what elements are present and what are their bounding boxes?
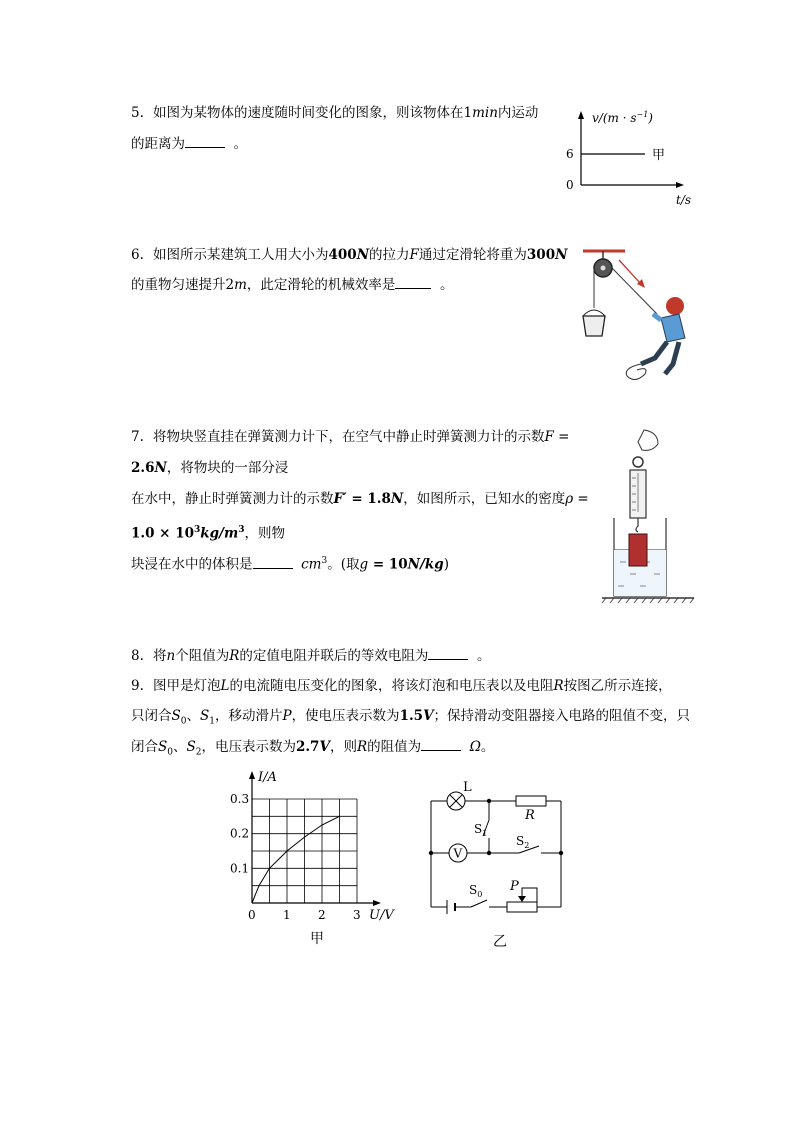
q8-answer-blank[interactable] <box>428 647 468 660</box>
circuit-label-p: P <box>510 879 519 894</box>
q9-iu-graph <box>222 760 402 950</box>
q9-graph-caption: 甲 <box>310 931 324 947</box>
q9-iu-curve <box>252 816 340 903</box>
q9-graph-grid <box>252 799 357 903</box>
q9-graph-xlabel: U/V <box>369 908 394 923</box>
q6-answer-blank[interactable] <box>395 276 431 289</box>
q7-line-3: 在水中，静止时弹簧测力计的示数F′ = 1.8N，如图所示，已知水的密度ρ = <box>131 491 589 507</box>
y-tick-label: 0.2 <box>230 826 250 841</box>
q5-graph-origin: 0 <box>566 178 574 192</box>
q5-graph-ytick: 6 <box>566 147 574 161</box>
q5-line-2: 的距离为 。 <box>131 136 248 152</box>
q7-line-5: 块浸在水中的体积是 $cm^3$。(取g = 10N/kg) <box>131 556 449 573</box>
q7-answer-blank[interactable] <box>253 556 293 569</box>
x-tick-label: 3 <box>353 908 361 922</box>
y-axis-arrow <box>249 771 255 779</box>
q6-pulley-worker-illustration <box>575 246 695 386</box>
q5-velocity-graph <box>560 108 690 208</box>
q9-line-3: 闭合$S_0$、$S_2$，电压表示数为2.7V，则R的阻值为 Ω。 <box>131 739 495 758</box>
circuit-label-s0: $S_0$ <box>469 883 483 899</box>
q6-line-1: 6. 如图所示某建筑工人用大小为400N的拉力F通过定滑轮将重为300N <box>131 247 568 263</box>
q7-line-4: $1.0 \times 10^3kg/m^3$，则物 <box>131 525 286 542</box>
q5-answer-blank[interactable] <box>185 135 225 148</box>
q9-line-1: 9. 图甲是灯泡L的电流随电压变化的图象，将该灯泡和电压表以及电阻R按图乙所示连接， <box>131 678 672 694</box>
y-tick-label: 0.3 <box>230 792 250 806</box>
q5-graph-line-label: 甲 <box>652 148 666 163</box>
x-tick-label: 0 <box>248 908 256 922</box>
circuit-label-s1: $S_1$ <box>474 822 488 838</box>
resistor-r <box>516 796 546 806</box>
y-tick-label: 0.1 <box>230 861 250 876</box>
worker-icon <box>666 297 684 315</box>
x-tick-label: 2 <box>318 908 326 922</box>
switch-s0[interactable] <box>471 900 487 907</box>
q8-line: 8. 将n个阻值为R的定值电阻并联后的等效电阻为 。 <box>131 648 491 664</box>
battery-icon <box>447 900 455 914</box>
hand-icon <box>638 430 658 450</box>
circuit-label-s2: $S_2$ <box>516 834 530 850</box>
q9-answer-blank[interactable] <box>421 738 461 751</box>
q6-line-2: 的重物匀速提升2m，此定滑轮的机械效率是 。 <box>131 277 454 293</box>
q5-number: 5. <box>131 105 144 121</box>
x-tick-label: 1 <box>283 908 291 922</box>
q7-line-2: 2.6N，将物块的一部分浸 <box>131 460 289 476</box>
block <box>629 534 647 566</box>
x-axis-arrow <box>373 900 381 906</box>
q9-line-2: 只闭合$S_0$、$S_1$，移动滑片P，使电压表示数为1.5V；保持滑动变阻器接入电路的阻值不变，只 <box>131 708 691 727</box>
q9-circuit-diagram <box>425 760 575 950</box>
q9-circuit-caption: 乙 <box>493 934 507 950</box>
q5-graph-ylabel: $v/(m \cdot s^{-1})$ <box>592 110 653 125</box>
q9-graph-ylabel: I/A <box>258 770 277 785</box>
q5-graph-xlabel: t/s <box>676 193 692 207</box>
q5-line-1: 5. 如图为某物体的速度随时间变化的图象，则该物体在1min内运动 <box>131 105 539 121</box>
circuit-label-r: R <box>525 808 535 823</box>
rheostat <box>507 902 537 912</box>
q7-line-1: 7. 将物块竖直挂在弹簧测力计下，在空气中静止时弹簧测力计的示数F = <box>131 429 570 445</box>
svg-text:V: V <box>453 846 463 861</box>
q7-spring-scale-illustration <box>600 428 700 603</box>
circuit-label-l: L <box>463 780 472 795</box>
